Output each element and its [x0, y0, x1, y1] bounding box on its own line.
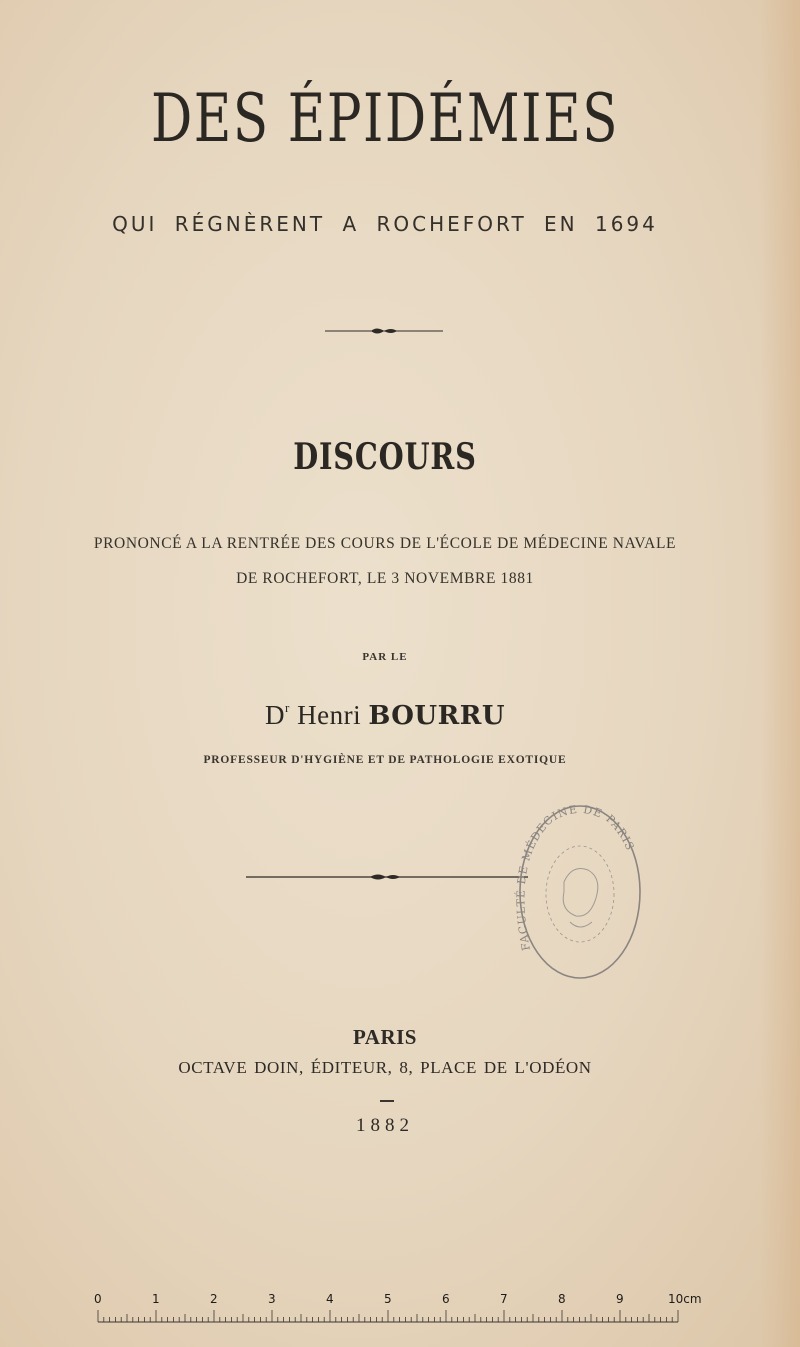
ruler-label-5: 5 [384, 1292, 392, 1306]
page-edge-shading [760, 0, 800, 1347]
ruler-label-7: 7 [500, 1292, 508, 1306]
ruler-label-2: 2 [210, 1292, 218, 1306]
stamp-text: FACULTÉ DE MÉDECINE DE PARIS [514, 802, 637, 952]
author-position: PROFESSEUR D'HYGIÈNE ET DE PATHOLOGIE EXOTIQUE [203, 754, 567, 766]
ruler-label-3: 3 [268, 1292, 276, 1306]
library-stamp [512, 800, 647, 985]
occasion-line-1: PRONONCÉ A LA RENTRÉE DES COURS DE L'ÉCOLE DE MÉDECINE NAVALE [93, 535, 677, 552]
ruler-label-4: 4 [326, 1292, 334, 1306]
publisher-line: OCTAVE DOIN, ÉDITEUR, 8, PLACE DE L'ODÉON [178, 1058, 592, 1077]
ruler-label-8: 8 [558, 1292, 566, 1306]
author-title-suffix: r [285, 700, 290, 715]
ruler-label-1: 1 [152, 1292, 160, 1306]
ruler-label-10: 10cm [668, 1292, 702, 1306]
ornament-rule-middle [245, 869, 530, 885]
author-title-prefix: D [265, 700, 285, 730]
ornament-rule-top [323, 323, 445, 339]
book-subtitle: QUI RÉGNÈRENT A ROCHEFORT EN 1694 [112, 212, 658, 236]
scale-ruler [90, 1292, 710, 1332]
publication-year: 1882 [356, 1115, 414, 1136]
author-given-name: Henri [297, 700, 362, 730]
ruler-label-0: 0 [94, 1292, 102, 1306]
book-title: DES ÉPIDÉMIES [150, 80, 620, 157]
ruler-label-9: 9 [616, 1292, 624, 1306]
publication-city: PARIS [353, 1025, 417, 1049]
occasion-line-2: DE ROCHEFORT, LE 3 NOVEMBRE 1881 [236, 570, 534, 587]
ruler-label-6: 6 [442, 1292, 450, 1306]
discourse-heading: DISCOURS [293, 436, 477, 478]
byline-intro: PAR LE [362, 651, 408, 663]
author-surname: BOURRU [368, 701, 505, 731]
author-name [0, 700, 770, 731]
ruler-ticks [90, 1306, 710, 1326]
separator-dash [380, 1100, 394, 1102]
